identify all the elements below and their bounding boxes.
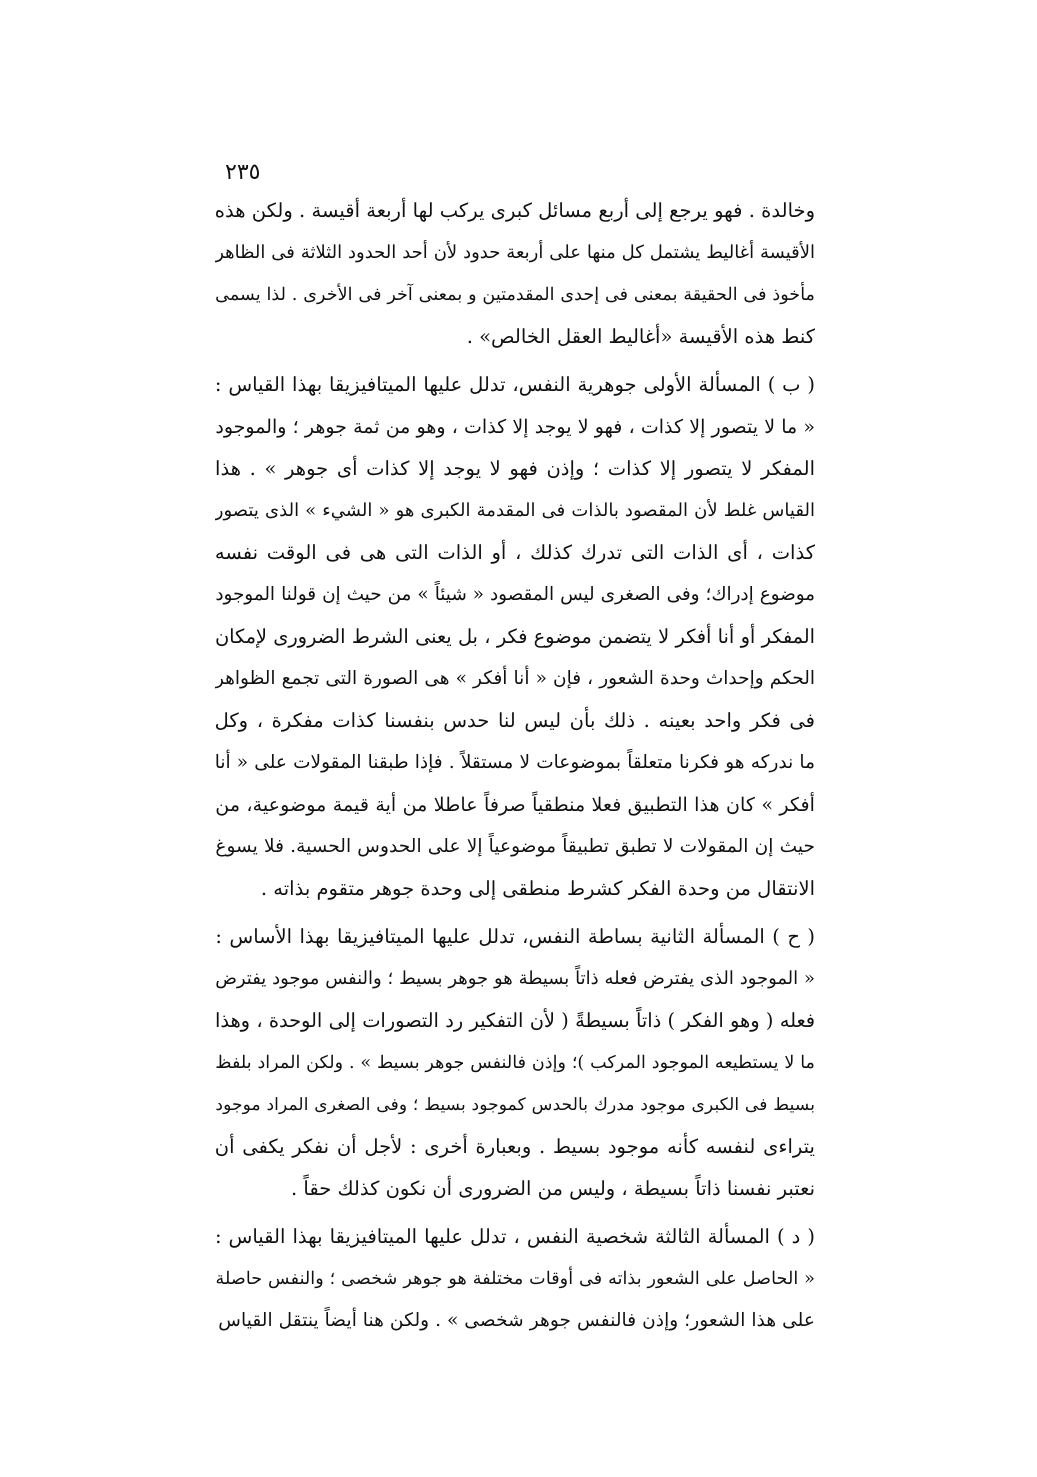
paragraph bbox=[215, 364, 815, 910]
text-line: ( د ) المسألة الثالثة شخصية النفس ، تدلل عليها الميتافيزيقا بهذا القياس : bbox=[215, 1225, 815, 1248]
text-line: الانتقال من وحدة الفكر كشرط منطقى إلى وحدة جوهر متقوم بذاته . bbox=[260, 877, 815, 900]
text-line: موضوع إدراك؛ وفى الصغرى ليس المقصود « شيئاً » من حيث إن قولنا الموجود bbox=[215, 584, 815, 605]
text-line: كذات ، أى الذات التى تدرك كذلك ، أو الذات التى هى فى الوقت نفسه bbox=[215, 541, 815, 564]
text-line: « ما لا يتصور إلا كذات ، فهو لا يوجد إلا كذات ، وهو من ثمة جوهر ؛ والموجود bbox=[215, 416, 815, 438]
text-line: المفكر لا يتصور إلا كذات ؛ وإذن فهو لا يوجد إلا كذات أى جوهر » . هذا bbox=[215, 457, 815, 480]
text-line: الأقيسة أغاليط يشتمل كل منها على أربعة حدود لأن أحد الحدود الثلاثة فى الظاهر bbox=[215, 242, 815, 263]
text-line: وخالدة . فهو يرجع إلى أربع مسائل كبرى يركب لها أربعة أقيسة . ولكن هذه bbox=[215, 199, 815, 222]
text-line: « الموجود الذى يفترض فعله ذاتاً بسيطة هو جوهر بسيط ؛ والنفس موجود يفترض bbox=[215, 968, 815, 989]
text-line: على هذا الشعور؛ وإذن فالنفس جوهر شخصى » . ولكن هنا أيضاً ينتقل القياس bbox=[218, 1310, 815, 1331]
page-number: ٢٣٥ bbox=[225, 160, 261, 185]
text-line: حيث إن المقولات لا تطبق تطبيقاً موضوعياً إلا على الحدوس الحسية. فلا يسوغ bbox=[215, 836, 815, 857]
text-line: ما لا يستطيعه الموجود المركب )؛ وإذن فالنفس جوهر بسيط » . ولكن المراد بلفظ bbox=[215, 1053, 815, 1073]
paragraph bbox=[215, 190, 815, 358]
text-line: ( ح ) المسألة الثانية بساطة النفس، تدلل عليها الميتافيزيقا بهذا الأساس : bbox=[215, 925, 815, 948]
text-line: الحكم وإحداث وحدة الشعور ، فإن « أنا أفكر » هى الصورة التى تجمع الظواهر bbox=[215, 668, 815, 689]
paragraph bbox=[215, 916, 815, 1210]
text-line: فعله ( وهو الفكر ) ذاتاً بسيطةً ( لأن التفكير رد التصورات إلى الوحدة ، وهذا bbox=[215, 1009, 815, 1032]
paragraph bbox=[215, 1216, 815, 1342]
text-line: ( ب ) المسألة الأولى جوهرية النفس، تدلل عليها الميتافيزيقا بهذا القياس : bbox=[215, 373, 815, 396]
text-line: فى فكر واحد بعينه . ذلك بأن ليس لنا حدس بنفسنا كذات مفكرة ، وكل bbox=[215, 709, 815, 732]
text-line: « الحاصل على الشعور بذاته فى أوقات مختلفة هو جوهر شخصى ؛ والنفس حاصلة bbox=[215, 1269, 815, 1289]
text-line: بسيط فى الكبرى موجود مدرك بالحدس كموجود بسيط ؛ وفى الصغرى المراد موجود bbox=[215, 1095, 815, 1115]
text-line: القياس غلط لأن المقصود بالذات فى المقدمة الكبرى هو « الشيء » الذى يتصور bbox=[215, 500, 815, 521]
text-line: كنط هذه الأقيسة «أغاليط العقل الخالص» . bbox=[466, 325, 815, 348]
text-line: أفكر » كان هذا التطبيق فعلا منطقياً صرفاً عاطلا من أية قيمة موضوعية، من bbox=[215, 793, 815, 816]
body-text bbox=[215, 190, 815, 1342]
text-line: ما ندركه هو فكرنا متعلقاً بموضوعات لا مستقلاً . فإذا طبقنا المقولات على « أنا bbox=[215, 752, 815, 773]
text-line: يتراءى لنفسه كأنه موجود بسيط . وبعبارة أخرى : لأجل أن نفكر يكفى أن bbox=[215, 1135, 815, 1158]
text-line: مأخوذ فى الحقيقة بمعنى فى إحدى المقدمتين و بمعنى آخر فى الأخرى . لذا يسمى bbox=[215, 285, 815, 305]
text-line: المفكر أو أنا أفكر لا يتضمن موضوع فكر ، بل يعنى الشرط الضرورى لإمكان bbox=[215, 625, 815, 648]
text-line: نعتبر نفسنا ذاتاً بسيطة ، وليس من الضرورى أن نكون كذلك حقاً . bbox=[291, 1177, 815, 1200]
